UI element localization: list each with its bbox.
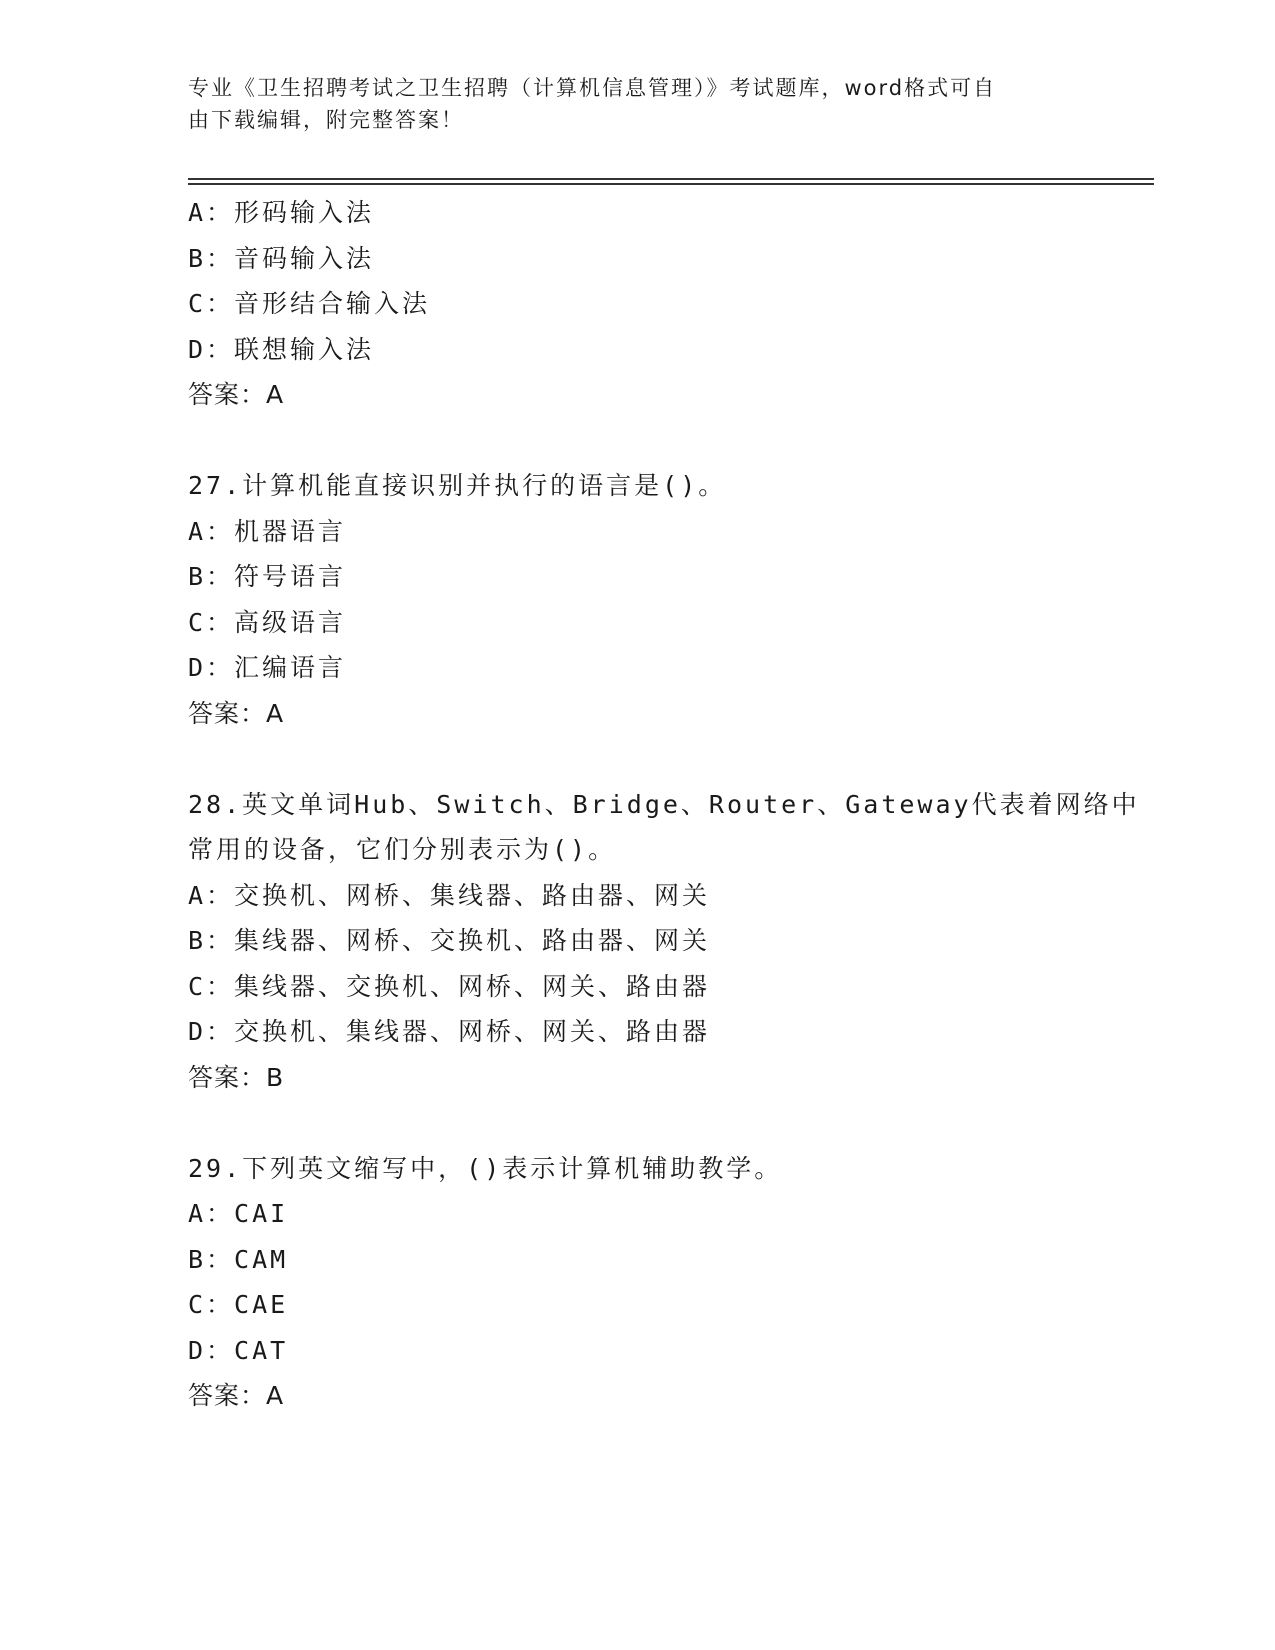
intro-line-2: 由下载编辑，附完整答案！ [188, 108, 464, 132]
spacer [188, 736, 1088, 782]
option-a: A：交换机、网桥、集线器、路由器、网关 [188, 880, 711, 910]
option-d: D：交换机、集线器、网桥、网关、路由器 [188, 1017, 711, 1046]
question-text-line-1: 28.英文单词Hub、Switch、Bridge、Router、Gateway代表着网络中 [188, 789, 1140, 819]
option-d: D：CAT [188, 1335, 289, 1365]
option-a: A：CAI [188, 1199, 289, 1228]
option-c: C：音形结合输入法 [188, 289, 431, 318]
header-divider-bottom [188, 183, 1154, 185]
question-block-27 [188, 463, 1088, 736]
spacer [188, 418, 1088, 464]
answer-line: 答案：A [188, 380, 285, 409]
option-a: A：机器语言 [188, 516, 347, 546]
answer-line: 答案：A [188, 1381, 285, 1410]
option-b: B：CAM [188, 1244, 289, 1274]
answer-line: 答案：A [188, 698, 285, 728]
option-b: B：音码输入法 [188, 243, 375, 273]
spacer [188, 1100, 1088, 1146]
question-text: 29.下列英文缩写中，()表示计算机辅助教学。 [188, 1153, 783, 1183]
option-a: A：形码输入法 [188, 198, 375, 227]
option-c: C：高级语言 [188, 607, 347, 637]
question-text-line-2: 常用的设备，它们分别表示为()。 [188, 835, 617, 864]
header-divider-top [188, 178, 1154, 180]
answer-line: 答案：B [188, 1062, 285, 1092]
option-b: B：符号语言 [188, 562, 347, 591]
question-list [188, 190, 1140, 1419]
intro-line-1: 专业《卫生招聘考试之卫生招聘（计算机信息管理）》考试题库，word格式可自 [188, 76, 997, 100]
option-c: C：集线器、交换机、网桥、网关、路由器 [188, 971, 711, 1001]
question-text: 27.计算机能直接识别并执行的语言是()。 [188, 471, 727, 500]
option-d: D：汇编语言 [188, 653, 347, 682]
document-intro [188, 72, 1078, 136]
option-c: C：CAE [188, 1290, 289, 1319]
option-b: B：集线器、网桥、交换机、路由器、网关 [188, 926, 711, 955]
question-block-29 [188, 1146, 1088, 1419]
question-block-28 [188, 782, 1140, 1101]
option-d: D：联想输入法 [188, 334, 375, 364]
question-block-26 [188, 190, 1088, 418]
